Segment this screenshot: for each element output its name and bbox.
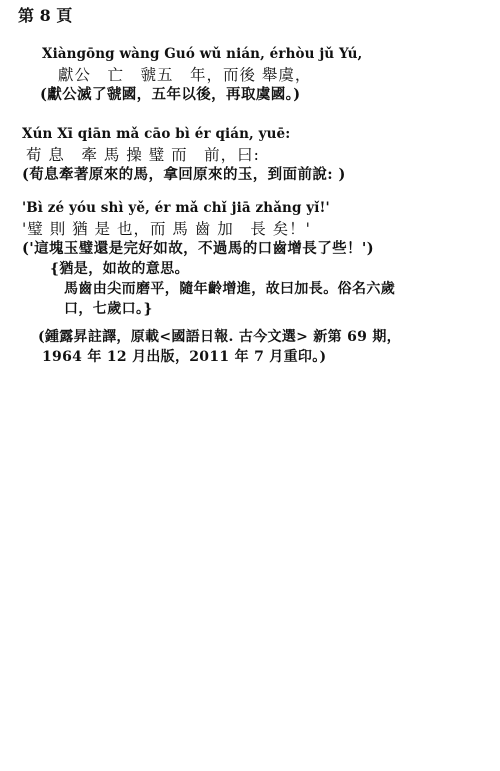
footer-line-2: 1964 年 12 月出版，2011 年 7 月重印。) (42, 349, 327, 365)
translation-line-3: ('這塊玉璧還是完好如故，不過馬的口齒增長了些！') (22, 240, 374, 257)
footer-line-1: (鍾露昇註譯，原載<國語日報. 古今文選> 新第 69 期， (38, 329, 401, 345)
note-line-1: {猶是，如故的意思。 (50, 261, 190, 277)
pinyin-line-3: 'Bì zé yóu shì yě, ér mǎ chǐ jiā zhǎng yǐ!' (22, 200, 330, 216)
page-number: 第 8 頁 (18, 6, 73, 25)
chinese-line-2: 荀 息 牽 馬 操 璧 而 前，曰: (26, 146, 260, 164)
note-line-3: 口，七歲口。} (64, 301, 153, 317)
note-line-2: 馬齒由尖而磨平，隨年齡增進，故曰加長。俗名六歲 (64, 281, 396, 297)
chinese-line-3: '璧 則 猶 是 也，而 馬 齒 加 長 矣！' (22, 220, 311, 238)
translation-line-2: (荀息牽著原來的馬，拿回原來的玉，到面前說: ) (22, 166, 346, 183)
pinyin-line-1: Xiàngōng wàng Guó wǔ nián, érhòu jǔ Yú, (42, 46, 363, 62)
pinyin-line-2: Xún Xī qiān mǎ cāo bì ér qián, yuē: (22, 126, 291, 142)
translation-line-1: (獻公滅了虢國，五年以後，再取虞國。) (40, 86, 301, 103)
chinese-line-1: 獻公 亡 虢五 年，而後 舉虞， (58, 66, 312, 84)
